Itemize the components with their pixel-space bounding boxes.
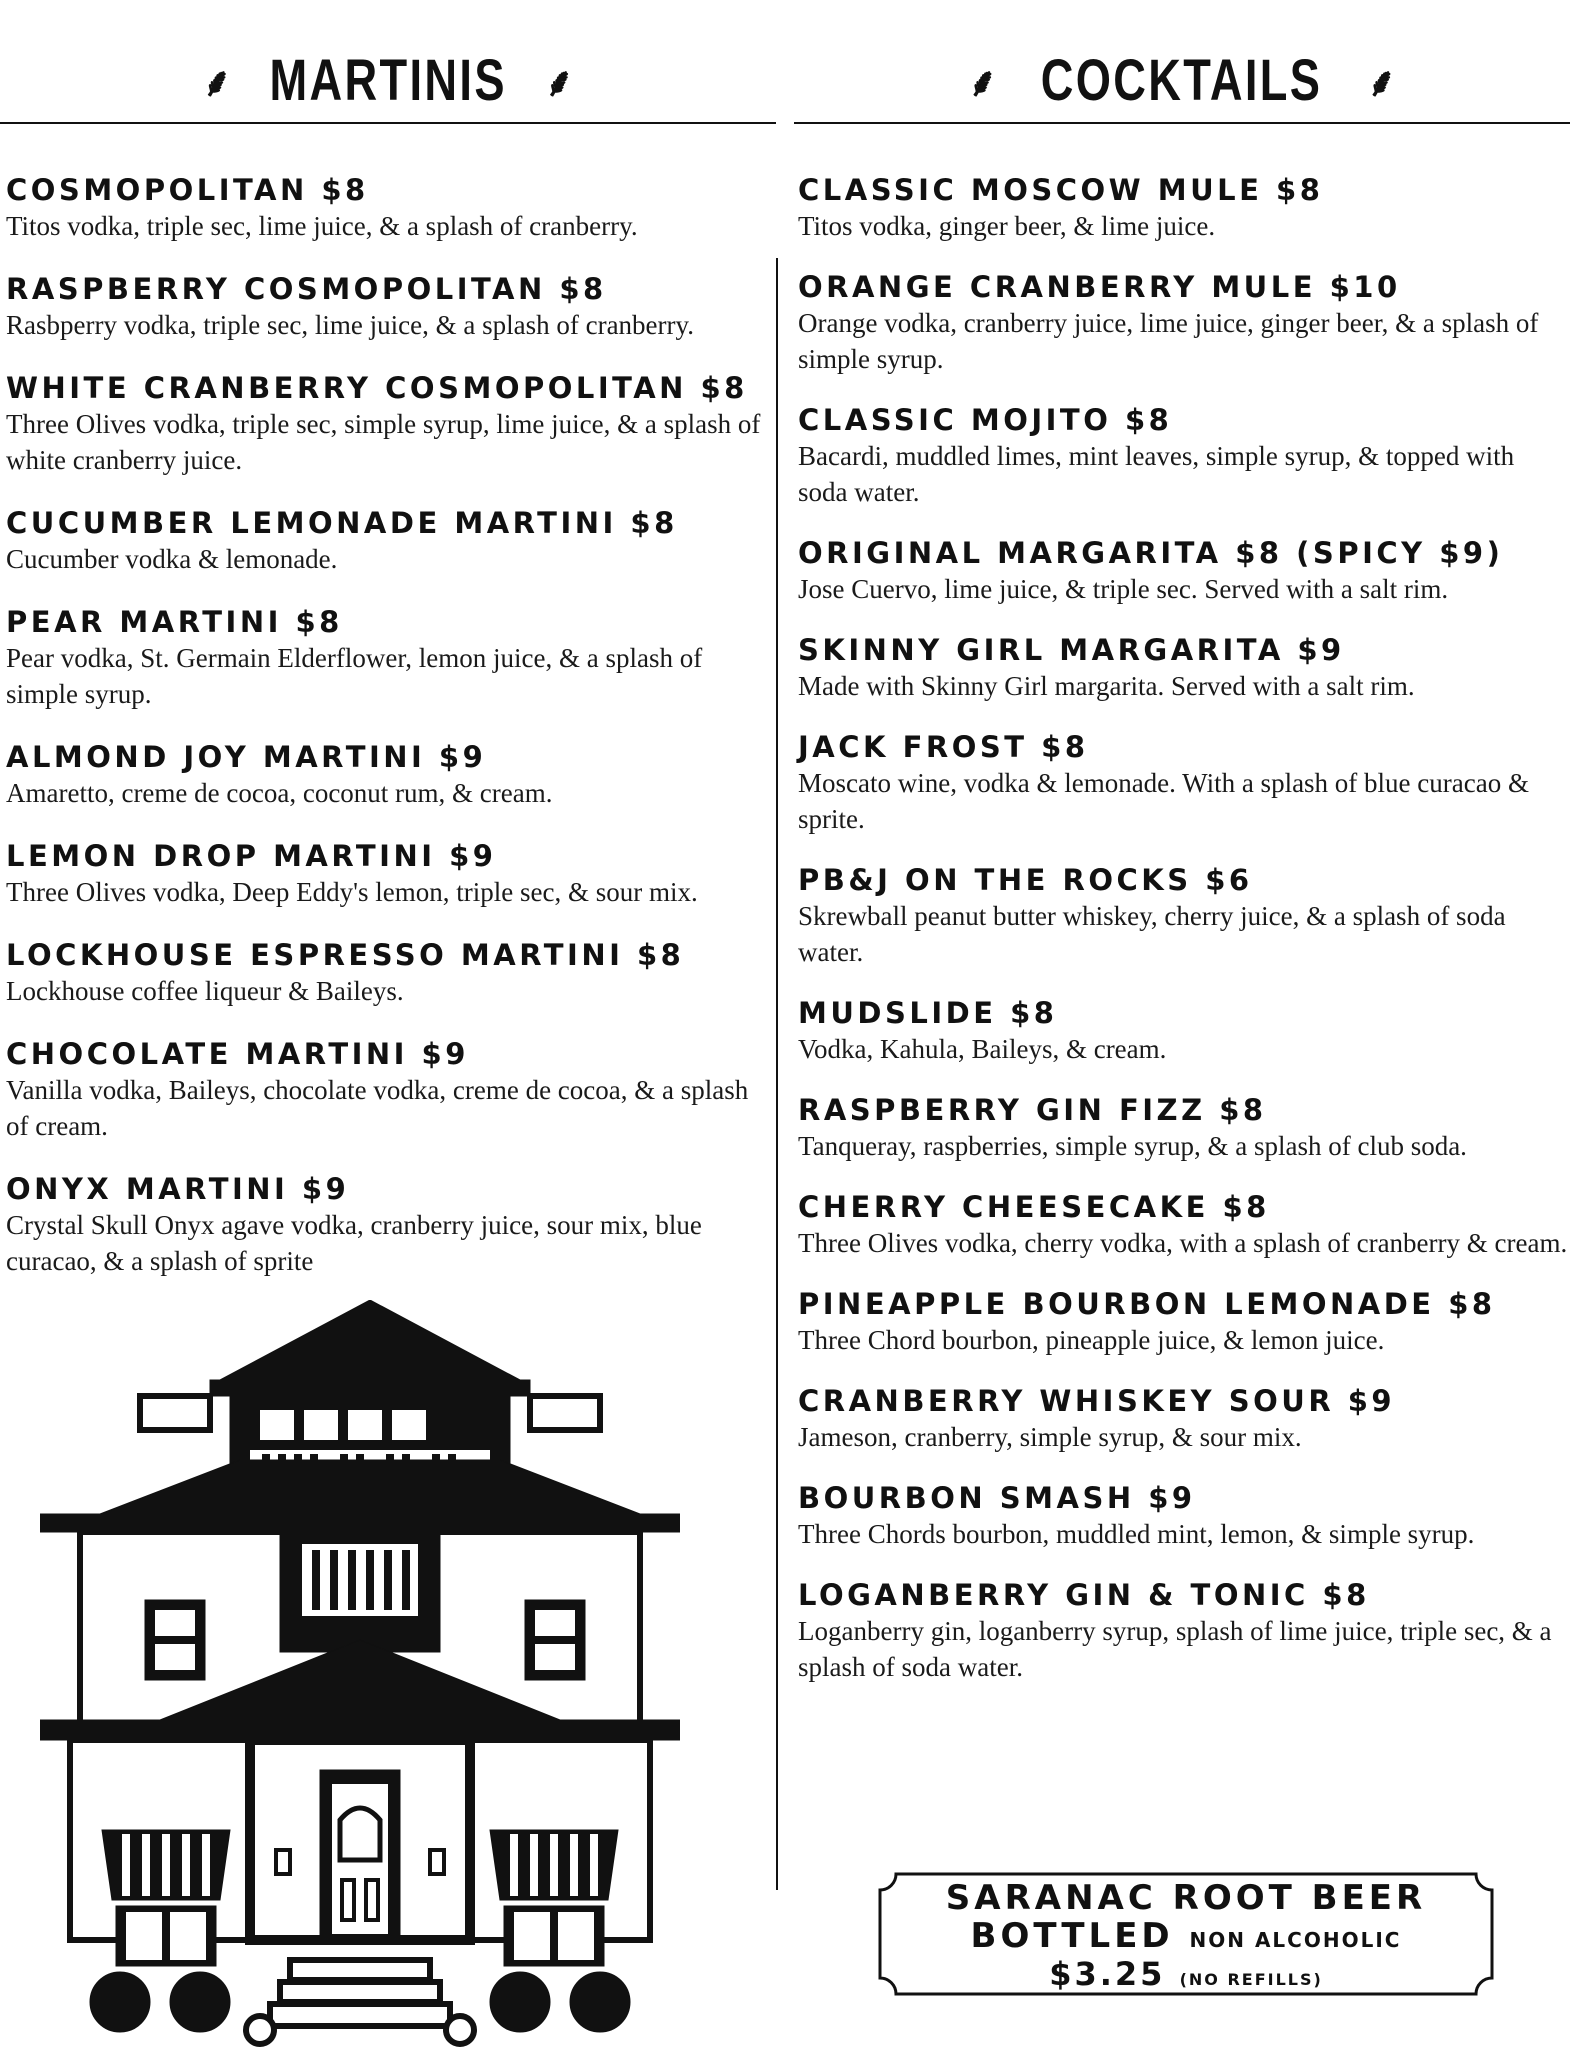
item-name: PINEAPPLE BOURBON LEMONADE $8 [798, 1287, 1496, 1321]
item-description: Pear vodka, St. Germain Elderflower, lemon juice, & a splash of simple syrup. [6, 643, 703, 709]
column-divider [776, 258, 778, 1890]
item-name: ALMOND JOY MARTINI $9 [6, 740, 487, 774]
leaf-ornament-icon: ⸙ [544, 59, 575, 106]
menu-item [798, 535, 1568, 607]
cocktails-title: COCKTAILS [1041, 47, 1323, 113]
item-description: Cucumber vodka & lemonade. [6, 544, 338, 574]
item-name: LOCKHOUSE ESPRESSO MARTINI $8 [6, 938, 685, 972]
root-beer-price-line [876, 1954, 1496, 2000]
menu-item [6, 604, 776, 712]
item-name: CLASSIC MOSCOW MULE $8 [798, 173, 1324, 207]
menu-item [6, 370, 776, 478]
item-name: CLASSIC MOJITO $8 [798, 403, 1173, 437]
menu-item [798, 1092, 1568, 1164]
menu-item [798, 269, 1568, 377]
menu-item [6, 838, 776, 910]
martinis-title: MARTINIS [269, 47, 507, 113]
item-description: Three Olives vodka, Deep Eddy's lemon, triple sec, & sour mix. [6, 877, 698, 907]
item-description: Tanqueray, raspberries, simple syrup, & a splash of club soda. [798, 1131, 1467, 1161]
menu-item [798, 729, 1568, 837]
menu-item [798, 862, 1568, 970]
root-beer-name: SARANAC ROOT BEER [945, 1878, 1427, 1918]
menu-item [798, 1480, 1568, 1552]
item-name: CUCUMBER LEMONADE MARTINI $8 [6, 506, 678, 540]
menu-item [798, 172, 1568, 244]
item-description: Moscato wine, vodka & lemonade. With a splash of blue curacao & sprite. [798, 768, 1529, 834]
item-name: WHITE CRANBERRY COSMOPOLITAN $8 [6, 371, 748, 405]
item-description: Jose Cuervo, lime juice, & triple sec. Served with a salt rim. [798, 574, 1449, 604]
header-divider [794, 122, 1570, 124]
item-name: COSMOPOLITAN $8 [6, 173, 369, 207]
item-description: Titos vodka, triple sec, lime juice, & a splash of cranberry. [6, 211, 638, 241]
menu-item [798, 632, 1568, 704]
leaf-ornament-icon: ⸙ [967, 59, 998, 106]
item-description: Three Olives vodka, triple sec, simple syrup, lime juice, & a splash of white cranberry juice. [6, 409, 761, 475]
item-name: SKINNY GIRL MARGARITA $9 [798, 633, 1345, 667]
item-name: RASPBERRY COSMOPOLITAN $8 [6, 272, 607, 306]
item-name: CHOCOLATE MARTINI $9 [6, 1037, 469, 1071]
item-description: Bacardi, muddled limes, mint leaves, simple syrup, & topped with soda water. [798, 441, 1515, 507]
martinis-list [6, 172, 776, 1306]
menu-item [6, 937, 776, 1009]
item-description: Vodka, Kahula, Baileys, & cream. [798, 1034, 1167, 1064]
item-name: PEAR MARTINI $8 [6, 605, 343, 639]
item-name: CRANBERRY WHISKEY SOUR $9 [798, 1384, 1396, 1418]
bottled-label: BOTTLED [970, 1916, 1174, 1956]
cocktails-list [798, 172, 1568, 1710]
item-name: LEMON DROP MARTINI $9 [6, 839, 497, 873]
header-divider [0, 122, 776, 124]
item-name: ORIGINAL MARGARITA $8 (SPICY $9) [798, 536, 1504, 570]
item-description: Crystal Skull Onyx agave vodka, cranberry juice, sour mix, blue curacao, & a splash of sprite [6, 1210, 702, 1276]
item-name: MUDSLIDE $8 [798, 996, 1058, 1030]
menu-item [6, 739, 776, 811]
item-name: RASPBERRY GIN FIZZ $8 [798, 1093, 1267, 1127]
item-name: ONYX MARTINI $9 [6, 1172, 350, 1206]
item-description: Vanilla vodka, Baileys, chocolate vodka, creme de cocoa, & a splash of cream. [6, 1075, 749, 1141]
root-beer-price: $3.25 [1049, 1955, 1166, 1993]
item-description: Orange vodka, cranberry juice, lime juice, ginger beer, & a splash of simple syrup. [798, 308, 1539, 374]
item-name: LOGANBERRY GIN & TONIC $8 [798, 1578, 1370, 1612]
no-refills-note: (NO REFILLS) [1179, 1970, 1323, 1989]
menu-item [6, 505, 776, 577]
leaf-ornament-icon: ⸙ [1366, 59, 1397, 106]
item-description: Three Olives vodka, cherry vodka, with a splash of cranberry & cream. [798, 1228, 1568, 1258]
item-description: Three Chords bourbon, muddled mint, lemon, & simple syrup. [798, 1519, 1475, 1549]
item-name: JACK FROST $8 [798, 730, 1089, 764]
menu-item [798, 1189, 1568, 1261]
menu-item [798, 1383, 1568, 1455]
cocktails-header [794, 40, 1570, 120]
item-description: Amaretto, creme de cocoa, coconut rum, & cream. [6, 778, 553, 808]
root-beer-box [876, 1870, 1496, 1998]
menu-item [6, 271, 776, 343]
menu-item [798, 1577, 1568, 1685]
item-description: Jameson, cranberry, simple syrup, & sour mix. [798, 1422, 1302, 1452]
leaf-ornament-icon: ⸙ [201, 59, 232, 106]
item-description: Loganberry gin, loganberry syrup, splash of lime juice, triple sec, & a splash of soda water. [798, 1616, 1552, 1682]
item-description: Skrewball peanut butter whiskey, cherry juice, & a splash of soda water. [798, 901, 1506, 967]
item-description: Lockhouse coffee liqueur & Baileys. [6, 976, 404, 1006]
martinis-header [0, 40, 776, 120]
menu-item [6, 1171, 776, 1279]
menu-item [798, 402, 1568, 510]
menu-item [6, 172, 776, 244]
menu-item [798, 1286, 1568, 1358]
item-description: Titos vodka, ginger beer, & lime juice. [798, 211, 1216, 241]
item-name: CHERRY CHEESECAKE $8 [798, 1190, 1270, 1224]
non-alcoholic-label: NON ALCOHOLIC [1189, 1928, 1402, 1952]
item-description: Three Chord bourbon, pineapple juice, & lemon juice. [798, 1325, 1385, 1355]
house-illustration [40, 1300, 680, 2048]
item-name: BOURBON SMASH $9 [798, 1481, 1196, 1515]
item-description: Rasbperry vodka, triple sec, lime juice, & a splash of cranberry. [6, 310, 695, 340]
item-name: ORANGE CRANBERRY MULE $10 [798, 270, 1401, 304]
menu-item [6, 1036, 776, 1144]
item-name: PB&J ON THE ROCKS $6 [798, 863, 1253, 897]
item-description: Made with Skinny Girl margarita. Served with a salt rim. [798, 671, 1415, 701]
menu-item [798, 995, 1568, 1067]
